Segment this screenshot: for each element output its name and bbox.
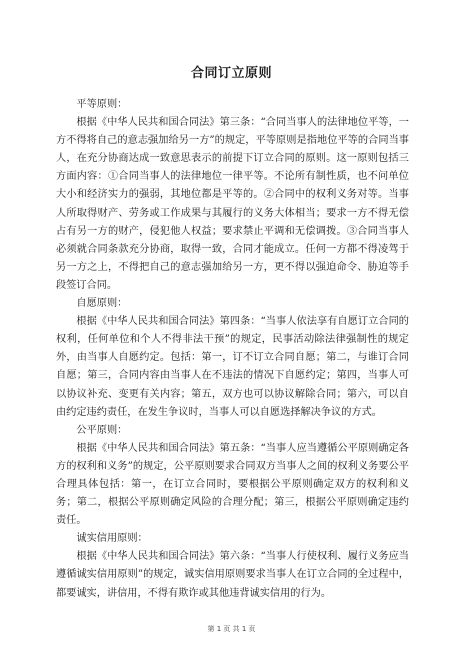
document-title: 合同订立原则 — [190, 66, 272, 81]
section-body-fairness: 根据《中华人民共和国合同法》第五条：“当事人应当遵循公平原则确定各方的权利和义务”的规定，公平原则要求合同双方当事人之间的权利义务要公平合理具体包括：第一，在订立合同时，要根据公平原则确定双方的权利和义务；第二，根据公平原则确定风险的合理分配；第三，根据公平原则确定违约责任。 — [56, 442, 409, 527]
document-body — [56, 96, 409, 603]
section-heading-voluntariness: 自愿原则： — [76, 298, 128, 310]
section-heading-equality: 平等原则： — [76, 99, 128, 110]
page-number-footer: 第 1 页 共 1 页 — [207, 625, 256, 633]
section-body-good-faith: 根据《中华人民共和国合同法》第六条：“当事人行使权利、履行义务应当遵循诚实信用原则”的规定，诚实信用原则要求当事人在订立合同的全过程中，都要诚实，讲信用，不得有欺诈或其他违背诚实信用的行为。 — [56, 551, 409, 599]
section-body-voluntariness: 根据《中华人民共和国合同法》第四条：“当事人依法享有自愿订立合同的权利，任何单位和个人不得非法干预”的规定，民事活动除法律强制性的规定外，由当事人自愿约定。包括：第一，订不订立合同自愿；第二，与谁订合同自愿；第三，合同内容由当事人在不违法的情况下自愿约定；第四，当事人可以协议补充、变更有关内容；第五，双方也可以协议解除合同；第六，可以自由约定违约责任，在发生争议时，当事人可以自愿选择解决争议的方式。 — [56, 316, 409, 418]
section-heading-good-faith: 诚实信用原则： — [76, 533, 148, 545]
section-heading-fairness: 公平原则： — [76, 424, 128, 436]
section-body-equality: 根据《中华人民共和国合同法》第三条：“合同当事人的法律地位平等，一方不得将自己的意志强加给另一方”的规定，平等原则是指地位平等的合同当事人，在充分协商达成一致意思表示的前提下订立合同的原则。这一原则包括三方面内容：①合同当事人的法律地位一律平等。不论所有制性质，也不问单位大小和经济实力的强弱，其地位都是平等的。②合同中的权利义务对等。当事人所取得财产、劳务或工作成果与其履行的义务大体相当；要求一方不得无偿占有另一方的财产，侵犯他人权益；要求禁止平调和无偿调拨。③合同当事人必须就合同条款充分协商，取得一致，合同才能成立。任何一方都不得凌驾于另一方之上，不得把自己的意志强加给另一方，更不得以强迫命令、胁迫等手段签订合同。 — [56, 117, 409, 291]
